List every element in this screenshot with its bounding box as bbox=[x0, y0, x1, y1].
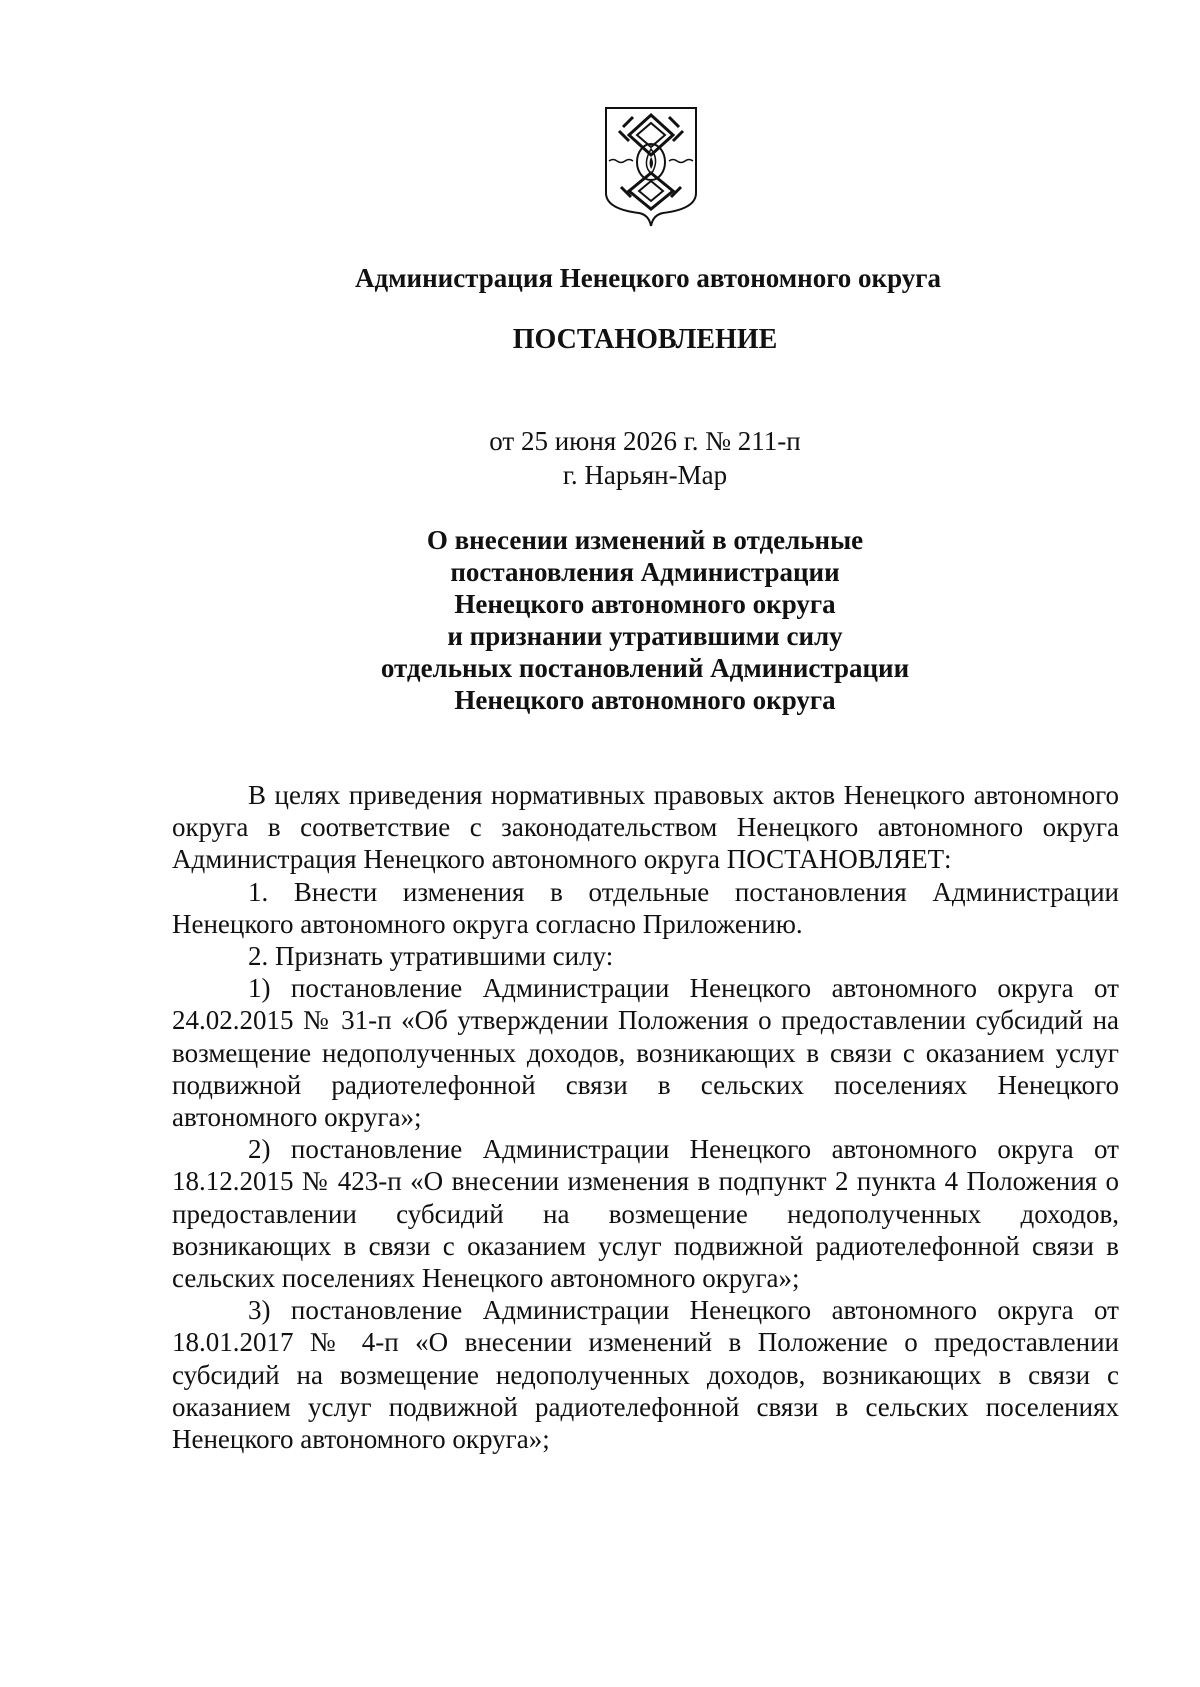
title-line: постановления Администрации bbox=[450, 557, 840, 587]
paragraph-subitem-1: 1) постановление Администрации Ненецкого автономного округа от 24.02.2015 № 31-п «Об утверждении Положения о предоставлении субсидий на возмещение недополученных доходов, возникающих в связи с оказанием услуг подвижной радиотелефонной связи в сельских поселениях Ненецкого автономного округа»; bbox=[172, 973, 1119, 1133]
intro-paragraph: В целях приведения нормативных правовых актов Ненецкого автономного округа в соответствие с законодательством Ненецкого автономного округа Администрация Ненецкого автономного округа ПОСТАНОВЛЯЕТ: bbox=[172, 780, 1119, 875]
document-title bbox=[45, 524, 1200, 716]
title-line: Ненецкого автономного округа bbox=[454, 589, 836, 619]
paragraph-subitem-3: 3) постановление Администрации Ненецкого автономного округа от 18.01.2017 № 4-п «О внесении изменений в Положение о предоставлении субсидий на возмещение недополученных доходов, возникающих в связи с оказанием услуг подвижной радиотелефонной связи в сельских поселениях Ненецкого автономного округа»; bbox=[172, 1295, 1119, 1455]
document-date-number: от 25 июня 2026 г. № 211-п bbox=[489, 426, 801, 456]
paragraph-subitem-2: 2) постановление Администрации Ненецкого автономного округа от 18.12.2015 № 423-п «О внесении изменения в подпункт 2 пункта 4 Положения о предоставлении субсидий на возмещение недополученных доходов, возникающих в связи с оказанием услуг подвижной радиотелефонной связи в сельских поселениях Ненецкого автономного округа»; bbox=[172, 1134, 1119, 1294]
document-body bbox=[172, 779, 1119, 1455]
title-line: О внесении изменений в отдельные bbox=[426, 525, 864, 555]
paragraph-item-2: 2. Признать утратившими силу: bbox=[248, 941, 614, 972]
title-line: отдельных постановлений Администрации bbox=[380, 653, 910, 683]
document-type: ПОСТАНОВЛЕНИЕ bbox=[512, 324, 778, 355]
title-line: Ненецкого автономного округа bbox=[454, 685, 836, 715]
organization-name: Администрация Ненецкого автономного округа bbox=[354, 263, 942, 293]
paragraph-item-1: 1. Внести изменения в отдельные постановления Администрации Ненецкого автономного округа согласно Приложению. bbox=[172, 876, 1119, 939]
coat-of-arms-icon bbox=[603, 105, 699, 229]
document-city: г. Нарьян-Мар bbox=[562, 460, 728, 490]
title-line: и признании утратившими силу bbox=[447, 621, 843, 651]
